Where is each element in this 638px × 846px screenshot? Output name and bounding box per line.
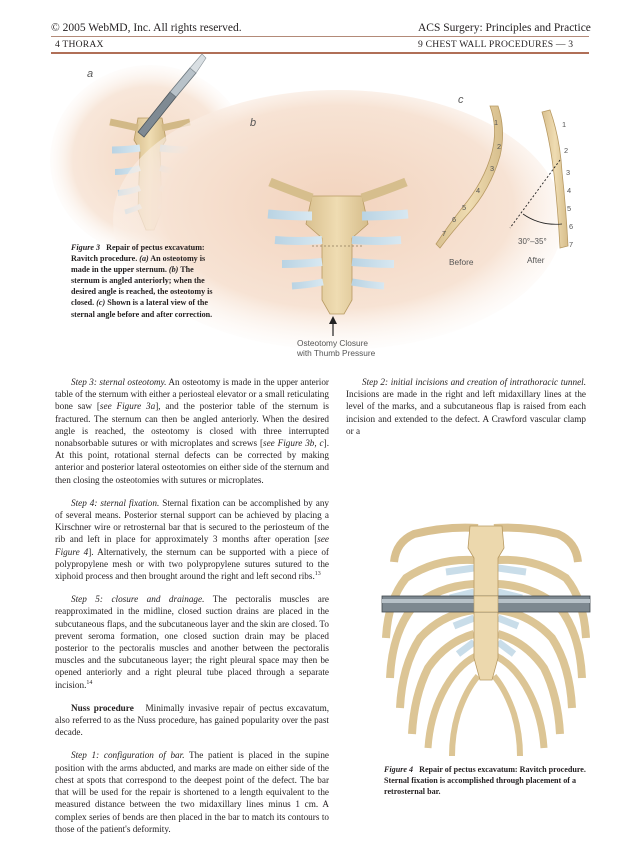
rib-number: 1 — [562, 120, 567, 129]
step-3-heading: Step 3: sternal osteotomy. — [71, 377, 167, 387]
caption-panel-b: (b) — [168, 265, 179, 275]
retrosternal-bar — [382, 596, 590, 612]
paragraph-step-5: Step 5: closure and drainage. The pectoralis muscles are reapproximated in the midline, closed suction drains are placed in the subcutaneous flaps, and the subcutaneous layer and the skin are closed. To prevent seroma formation, one closed suction drain may be placed posterior to the pectoralis muscles and another between the pectoralis muscles and the subcutaneous layer; the right pleural space may then be opened anteriorly and a right pleural tube placed through a separate incision.$^{14}$ — [55, 594, 329, 690]
rib-number: 2 — [497, 142, 502, 151]
paragraph-nuss-step-2: Step 2: initial incisions and creation of intrathoracic tunnel. Incisions are made in the right and left midaxillary lines at the level of the marks, and a subcutaneous flap is raised from each incision and extended to the defect. A Crawford vascular clamp or a — [346, 377, 586, 436]
rib-number: 6 — [452, 215, 457, 224]
osteotomy-closure-label — [297, 338, 375, 358]
paragraph-nuss-step-1: Step 1: configuration of bar. The patient is placed in the supine position with the arms abducted, and marks are made on either side of the chest at spots that correspond to the deepest point of the defect. The bar that will be used for the repair is shortened to a length equivalent to the measured distance between the two midaxillary lines minus 1 cm. A complex series of bends are then placed in the bar to match its contours to those of the patient's deformity. — [55, 750, 329, 834]
paragraph-nuss: Nuss procedure Minimally invasive repair of pectus excavatum, also referred to as the Nuss procedure, has gained popularity over the past decade. — [55, 702, 330, 738]
rib-number: 1 — [494, 118, 499, 127]
rib-number: 5 — [567, 204, 572, 213]
nuss-step-2-heading: Step 2: initial incisions and creation of intrathoracic tunnel. — [362, 377, 586, 387]
caption-figure-number: Figure 4 — [384, 765, 414, 774]
panel-c-label: c — [458, 94, 464, 106]
panel-a-label: a — [87, 68, 94, 80]
caption-panel-a-text: An osteotomy is made in the upper sternum. — [71, 254, 206, 275]
nuss-step-1-heading: Step 1: configuration of bar. — [71, 750, 185, 761]
caption-panel-c-text: Shown is a lateral view of the sternal angle before and after correction. — [71, 298, 213, 319]
step-5-heading: Step 5: closure and drainage. — [71, 594, 205, 605]
rib-number: 3 — [490, 164, 495, 173]
rib-number: 5 — [462, 203, 467, 212]
angle-label: 30°–35° — [518, 237, 547, 246]
caption-panel-c: (c) — [96, 298, 106, 308]
arrow-label-line-2: with Thumb Pressure — [297, 348, 376, 358]
caption-text: Repair of pectus excavatum: Ravitch procedure. Sternal fixation is accomplished through placement of a retrosternal bar. — [384, 765, 586, 797]
book-title: ACS Surgery: Principles and Practice — [418, 22, 591, 34]
before-label: Before — [449, 257, 474, 267]
rib-number: 2 — [564, 146, 569, 155]
rib-number: 7 — [442, 229, 447, 238]
figure-3-illustration — [0, 0, 638, 380]
right-column — [346, 376, 586, 448]
rib-number: 4 — [567, 186, 572, 195]
copyright-notice: © 2005 WebMD, Inc. All rights reserved. — [51, 22, 242, 34]
figure-4-caption — [384, 764, 596, 797]
paragraph-step-4: Step 4: sternal fixation. Sternal fixation can be accomplished by any of several means. Posterior sternal support can be achieved by placing a Kirschner wire or retrosternal bar that is secured to the periosteum of the rib and left in place for approximately 3 months after operation [see Figure 4]. Alternatively, the sternum can be supported with a piece of polypropylene mesh or with two polypropylene sutures sutured to the xiphoid process and then brought around the right and left second ribs.$^{13}$ — [55, 497, 330, 582]
caption-panel-b-text: The sternum is angled anteriorly; when the desired angle is reached, the osteotomy is closed. — [71, 265, 213, 308]
rib-number: 3 — [566, 168, 571, 177]
section-label-right: 9 CHEST WALL PROCEDURES — 3 — [418, 39, 574, 50]
nuss-heading: Nuss procedure — [71, 702, 134, 713]
caption-title: Repair of pectus excavatum: Ravitch procedure. — [71, 243, 205, 264]
after-label: After — [527, 255, 545, 265]
caption-figure-number: Figure 3 — [71, 243, 101, 252]
section-label-left: 4 THORAX — [55, 39, 104, 50]
figure-3-caption — [71, 242, 216, 320]
rib-number: 7 — [569, 240, 574, 249]
citation-14: 14 — [86, 679, 93, 686]
ref-figure-3bc: see Figure 3b, c — [263, 438, 324, 449]
panel-b-label: b — [250, 117, 257, 129]
caption-panel-a: (a) — [139, 254, 149, 264]
figure-4-illustration — [366, 508, 606, 763]
rib-number: 4 — [476, 186, 481, 195]
arrow-label-line-1: Osteotomy Closure — [297, 338, 369, 348]
paragraph-step-3: Step 3: sternal osteotomy. An osteotomy is made in the upper anterior table of the sternum with either a periosteal elevator or a small reticulating bone saw [see Figure 3a], and the posterior table of the sternum is fractured. The sternum can then be angled anteriorly. When the desired angle is reached, the osteotomy is closed with three interrupted nonabsorbable sutures or with microplates and screws [see Figure 3b, c]. At this point, rotational sternal defects can be corrected by making anterior and posterior lateral osteotomies on either side of the sternum and then closing the osteotomies with sutures or microplates. — [55, 377, 329, 485]
citation-13: 13 — [314, 570, 321, 577]
left-column — [55, 376, 329, 846]
step-4-heading: Step 4: sternal fixation. — [71, 497, 160, 508]
ref-figure-3a: see Figure 3a — [99, 401, 156, 412]
ref-figure-4: see Figure 4 — [55, 534, 329, 557]
rib-number: 6 — [569, 222, 574, 231]
